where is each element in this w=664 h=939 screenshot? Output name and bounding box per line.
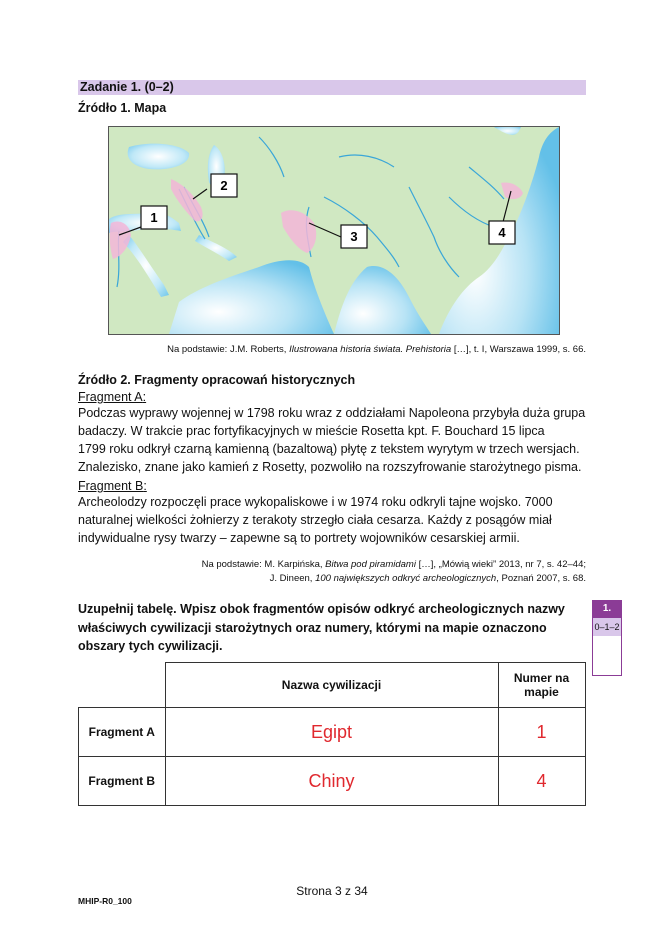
row-a-label: Fragment A xyxy=(79,708,166,757)
row-b-number[interactable]: 4 xyxy=(498,757,585,806)
fragment-a xyxy=(78,390,588,476)
table-row xyxy=(79,757,586,806)
page-number: Strona 3 z 34 xyxy=(296,884,368,898)
fragment-a-text: Podczas wyprawy wojennej w 1798 roku wraz z oddziałami Napoleona przybyła duża grupa badaczy. W trakcie prac fortyfikacyjnych w mieście Rosetta kpt. F. Bouchard 15 lipca 1799 roku odkrył czarną kamienną (bazaltową) płytę z tekstem wyrytym w trzech wersjach. Znalezisko, znane jako kamień z Rosetty, pozwoliło na rozszyfrowanie starożytnego pisma. xyxy=(78,406,586,474)
map-caption: Na podstawie: J.M. Roberts, Ilustrowana historia świata. Prehistoria […], t. I, Warszawa 1999, s. 66. xyxy=(167,344,586,355)
score-box xyxy=(592,600,622,676)
row-b-label: Fragment B xyxy=(79,757,166,806)
col-name-header: Nazwa cywilizacji xyxy=(165,663,498,708)
table-row xyxy=(79,708,586,757)
instruction: Uzupełnij tabelę. Wpisz obok fragmentów opisów odkryć archeologicznych nazwy właściwych cywilizacji starożytnych oraz numery, którymi na mapie oznaczono obszary tych cywilizacji. xyxy=(78,602,565,653)
row-b-name[interactable]: Chiny xyxy=(165,757,498,806)
table-corner xyxy=(79,663,166,708)
fragment-b-label: Fragment B: xyxy=(78,479,147,493)
score-points: 0–1–2 xyxy=(592,618,622,636)
task-header: Zadanie 1. (0–2) xyxy=(78,80,586,95)
row-a-number[interactable]: 1 xyxy=(498,708,585,757)
row-a-name[interactable]: Egipt xyxy=(165,708,498,757)
source1-heading: Źródło 1. Mapa xyxy=(78,101,167,115)
map-label-2: 2 xyxy=(220,178,228,193)
col-number-header: Numer na mapie xyxy=(498,663,585,708)
score-field xyxy=(592,636,622,676)
fragment-a-label: Fragment A: xyxy=(78,390,147,404)
fragment-b-text: Archeolodzy rozpoczęli prace wykopaliskowe i w 1974 roku odkryli tajne wojsko. 7000 naturalnej wielkości żołnierzy z terakoty strzegło ciała cesarza. Każdy z posągów miał indywidualne rysy twarzy – zapewne są to portrety wojowników cesarskiej armii. xyxy=(78,495,553,545)
map xyxy=(108,126,560,335)
table-header-row xyxy=(79,663,586,708)
fragment-b xyxy=(78,479,588,547)
score-task-number: 1. xyxy=(592,600,622,618)
source2-heading: Źródło 2. Fragmenty opracowań historycznych xyxy=(78,373,356,387)
map-label-3: 3 xyxy=(350,229,358,244)
answer-table xyxy=(78,662,586,806)
exam-code: MHIP-R0_100 xyxy=(78,896,132,906)
map-label-1: 1 xyxy=(150,210,158,225)
map-label-4: 4 xyxy=(498,225,506,240)
fragments-caption: Na podstawie: M. Karpińska, Bitwa pod piramidami […], „Mówią wieki” 2013, nr 7, s. 42–44; J. Dineen, 100 największych odkryć archeologicznych, Poznań 2007, s. 68. xyxy=(201,559,586,584)
